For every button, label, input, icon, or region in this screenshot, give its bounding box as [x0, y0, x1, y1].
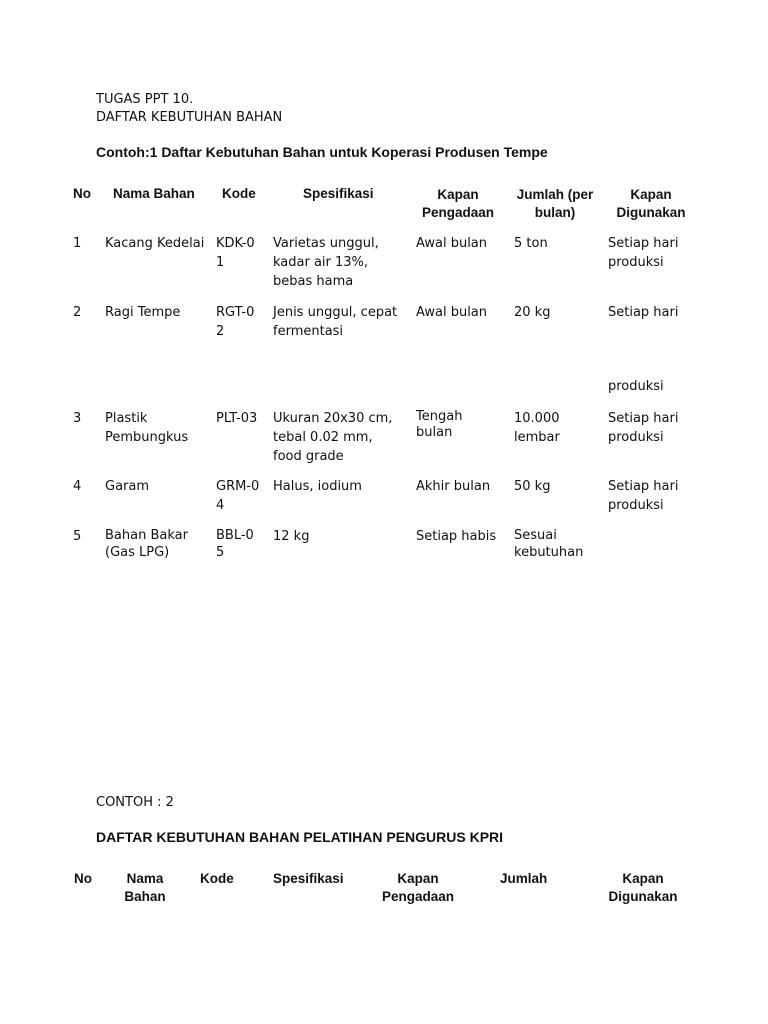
cell-line: Setiap hari — [608, 479, 679, 494]
cell-line: (Gas LPG) — [105, 545, 170, 560]
cell-line: Garam — [105, 479, 150, 494]
col-header-no: No — [73, 186, 91, 201]
cell-line: Setiap hari — [608, 411, 679, 426]
cell-line: RGT-0 — [216, 305, 255, 320]
cell-jumlah — [514, 477, 550, 496]
cell-pengadaan — [416, 234, 487, 253]
cell-line: 5 ton — [514, 236, 548, 251]
cell-line: Akhir bulan — [416, 479, 491, 494]
col-header-kapan-pengadaan-l1: Kapan — [437, 187, 479, 202]
col-header-nama-bahan — [116, 870, 174, 906]
col-header-jumlah-l1: Jumlah (per — [516, 187, 594, 202]
cell-line: Plastik — [105, 411, 148, 426]
cell-line: 2 — [216, 324, 225, 339]
cell-digunakan-continued: produksi — [608, 379, 664, 394]
doc-header-line1: TUGAS PPT 10. — [96, 92, 194, 107]
cell-line: 12 kg — [273, 529, 310, 544]
cell-pengadaan — [416, 409, 462, 441]
cell-line: produksi — [608, 498, 664, 513]
cell-line: 4 — [216, 498, 225, 513]
cell-line: Awal bulan — [416, 305, 488, 320]
cell-line: Ukuran 20x30 cm, — [273, 411, 393, 426]
cell-line: Sesuai — [514, 528, 557, 543]
col-header-nama-bahan-l1: Nama — [126, 871, 164, 886]
cell-line: KDK-0 — [216, 236, 255, 251]
cell-jumlah — [514, 234, 548, 253]
col-header-kapan-pengadaan — [374, 870, 462, 906]
cell-line: Setiap habis — [416, 529, 497, 544]
cell-spesifikasi — [273, 527, 309, 546]
cell-line: Jenis unggul, cepat — [273, 305, 398, 320]
cell-line: bulan — [416, 425, 453, 440]
col-header-kapan-pengadaan-l1: Kapan — [397, 871, 439, 886]
doc-header-line2: DAFTAR KEBUTUHAN BAHAN — [96, 110, 283, 125]
col-header-jumlah — [512, 186, 598, 222]
cell-line: bebas hama — [273, 274, 354, 289]
col-header-no: No — [74, 871, 92, 886]
cell-line: Setiap hari — [608, 236, 679, 251]
cell-digunakan — [608, 477, 678, 515]
cell-line: Pembungkus — [105, 430, 189, 445]
cell-digunakan — [608, 303, 678, 322]
cell-kode — [216, 477, 259, 515]
col-header-kode: Kode — [200, 871, 234, 886]
cell-line: Ragi Tempe — [105, 305, 181, 320]
cell-no: 5 — [73, 529, 82, 544]
cell-line: food grade — [273, 449, 344, 464]
cell-kode — [216, 409, 257, 428]
col-header-nama-bahan-l2: Bahan — [124, 889, 166, 904]
cell-line: Bahan Bakar — [105, 528, 188, 543]
cell-line: BBL-0 — [216, 528, 254, 543]
col-header-kapan-pengadaan-l2: Pengadaan — [421, 205, 495, 220]
col-header-kapan-digunakan-l2: Digunakan — [616, 205, 686, 220]
cell-kode — [216, 234, 255, 272]
cell-line: Awal bulan — [416, 236, 488, 251]
cell-line: kebutuhan — [514, 545, 584, 560]
col-header-kode: Kode — [222, 186, 256, 201]
cell-no: 4 — [73, 479, 82, 494]
cell-line: lembar — [514, 430, 560, 445]
col-header-jumlah: Jumlah — [500, 871, 548, 886]
cell-nama — [105, 234, 204, 253]
cell-nama — [105, 477, 149, 496]
cell-line: Kacang Kedelai — [105, 236, 205, 251]
example2-label: CONTOH : 2 — [96, 795, 174, 810]
col-header-kapan-digunakan — [602, 870, 684, 906]
cell-no: 2 — [73, 305, 82, 320]
cell-line: 50 kg — [514, 479, 551, 494]
cell-line: Halus, iodium — [273, 479, 362, 494]
cell-spesifikasi — [273, 409, 392, 466]
cell-digunakan — [608, 234, 678, 272]
cell-line: 5 — [216, 545, 225, 560]
cell-line: produksi — [608, 430, 664, 445]
cell-line: Setiap hari — [608, 305, 679, 320]
cell-jumlah — [514, 303, 550, 322]
col-header-kapan-pengadaan — [416, 186, 500, 222]
cell-nama — [105, 527, 188, 561]
col-header-kapan-digunakan-l1: Kapan — [622, 871, 664, 886]
cell-line: GRM-0 — [216, 479, 260, 494]
cell-line: produksi — [608, 255, 664, 270]
cell-pengadaan — [416, 527, 496, 546]
cell-line: tebal 0.02 mm, — [273, 430, 373, 445]
cell-jumlah — [514, 527, 583, 561]
example1-title: Contoh:1 Daftar Kebutuhan Bahan untuk Koperasi Produsen Tempe — [96, 144, 548, 160]
col-header-kapan-digunakan-l2: Digunakan — [608, 889, 678, 904]
cell-pengadaan — [416, 477, 490, 496]
cell-spesifikasi — [273, 303, 397, 341]
cell-line: 1 — [216, 255, 225, 270]
cell-nama — [105, 303, 180, 322]
col-header-nama-bahan: Nama Bahan — [113, 186, 195, 201]
cell-kode — [216, 527, 254, 561]
col-header-spesifikasi: Spesifikasi — [303, 186, 374, 201]
cell-kode — [216, 303, 254, 341]
cell-digunakan — [608, 409, 678, 447]
cell-spesifikasi — [273, 477, 362, 496]
col-header-kapan-pengadaan-l2: Pengadaan — [381, 889, 455, 904]
cell-line: PLT-03 — [216, 411, 258, 426]
col-header-jumlah-l2: bulan) — [534, 205, 576, 220]
cell-line: Tengah — [416, 409, 463, 424]
cell-line: kadar air 13%, — [273, 255, 369, 270]
cell-spesifikasi — [273, 234, 379, 291]
col-header-kapan-digunakan-l1: Kapan — [630, 187, 672, 202]
cell-line: 10.000 — [514, 411, 560, 426]
cell-jumlah — [514, 409, 560, 447]
col-header-kapan-digunakan — [610, 186, 692, 222]
cell-line: fermentasi — [273, 324, 344, 339]
cell-no: 3 — [73, 411, 82, 426]
col-header-spesifikasi: Spesifikasi — [273, 871, 344, 886]
cell-nama — [105, 409, 188, 447]
cell-no: 1 — [73, 236, 82, 251]
cell-pengadaan — [416, 303, 487, 322]
cell-line: 20 kg — [514, 305, 551, 320]
cell-line: Varietas unggul, — [273, 236, 379, 251]
example2-title: DAFTAR KEBUTUHAN BAHAN PELATIHAN PENGURUS KPRI — [96, 829, 504, 845]
